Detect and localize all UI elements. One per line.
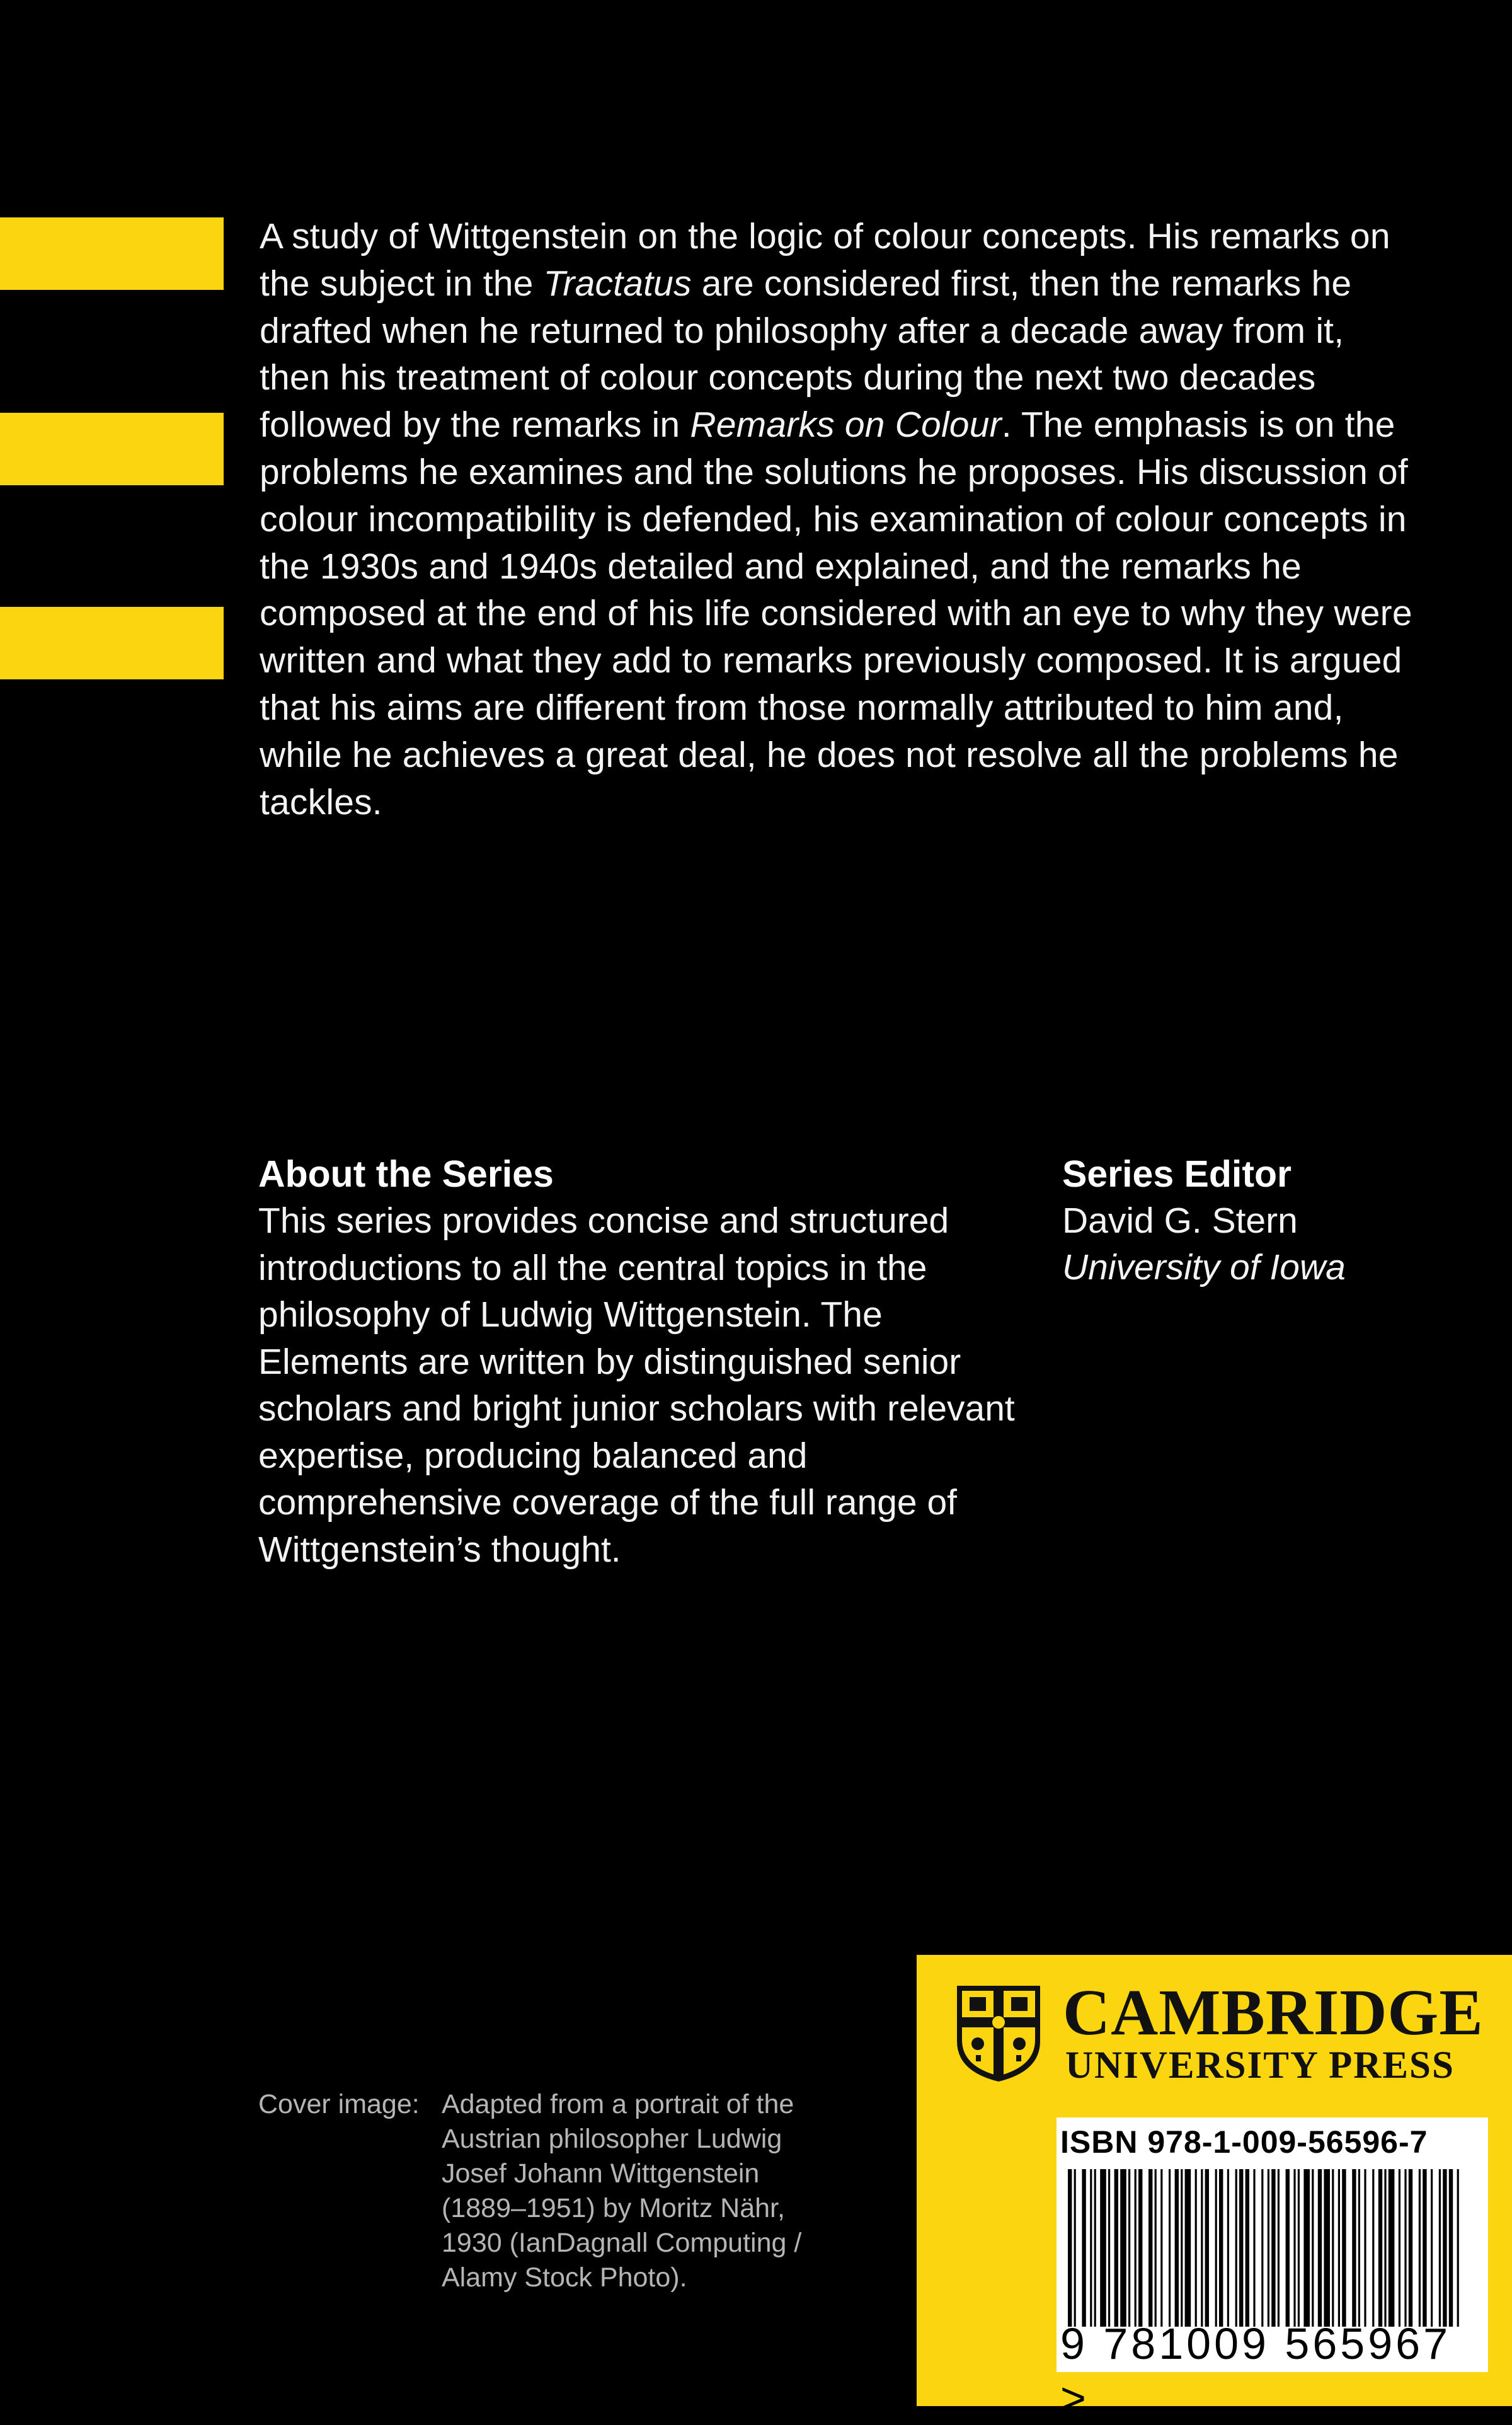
barcode-bar: [1423, 2169, 1426, 2327]
credit-label: Cover image:: [258, 2089, 420, 2119]
barcode-bar: [1114, 2169, 1118, 2327]
series-editor-heading: Series Editor: [1062, 1153, 1292, 1195]
isbn-label: ISBN 978-1-009-56596-7: [1060, 2124, 1428, 2160]
barcode-bar: [1201, 2169, 1203, 2327]
barcode-bar: [1169, 2169, 1171, 2327]
barcode-bar: [1384, 2169, 1386, 2327]
accent-bar-bottom: [0, 607, 224, 679]
barcode-bar: [1094, 2169, 1096, 2327]
barcode-bar: [1128, 2169, 1130, 2327]
barcode-bar: [1332, 2169, 1334, 2327]
barcode-bar: [1271, 2169, 1275, 2327]
barcode-bar: [1352, 2169, 1356, 2327]
barcode-bar: [1389, 2169, 1395, 2327]
publisher-panel: [917, 1955, 1512, 2422]
barcode-bar: [1108, 2169, 1110, 2327]
barcode-bar: [1312, 2169, 1314, 2327]
barcode-bar: [1227, 2169, 1229, 2327]
barcode-bar: [1175, 2169, 1179, 2327]
barcode-bar: [1082, 2169, 1085, 2327]
barcode-bar: [1100, 2169, 1106, 2327]
barcode-bar: [1293, 2169, 1295, 2327]
barcode: [1057, 2117, 1488, 2422]
barcode-bar: [1181, 2169, 1183, 2327]
barcode-bar: [1324, 2169, 1330, 2327]
barcode-bar: [1372, 2169, 1374, 2327]
publisher-subname: UNIVERSITY PRESS: [1065, 2044, 1455, 2087]
barcode-bar: [1431, 2169, 1433, 2327]
credit-text: Adapted from a portrait of the Austrian philosopher Ludwig Josef Johann Wittgenstein (1889–1951) by Moritz Nähr, 1930 (IanDagnall Computing / Alamy Stock Photo).: [442, 2089, 802, 2293]
barcode-bars: [1065, 2169, 1469, 2327]
barcode-bar: [1399, 2169, 1400, 2327]
barcode-bar: [1419, 2169, 1421, 2327]
about-series-text: This series provides concise and structured introductions to all the central topics in the philosophy of Ludwig Wittgenstein. The Elements are written by distinguished senior scholars and bright junior scholars with relevant expertise, producing balanced and comprehensive coverage of the full range of Wittgenstein’s thought.: [258, 1201, 1015, 1570]
barcode-bar: [1342, 2169, 1346, 2327]
barcode-bar: [1358, 2169, 1360, 2327]
barcode-bar: [1457, 2169, 1459, 2327]
barcode-bar: [1090, 2169, 1092, 2327]
barcode-bar: [1160, 2169, 1162, 2327]
barcode-bar: [1185, 2169, 1191, 2327]
barcode-bar: [1364, 2169, 1366, 2327]
barcode-bar: [1261, 2169, 1263, 2327]
barcode-bar: [1404, 2169, 1406, 2327]
accent-bar-top: [0, 217, 224, 290]
barcode-bar: [1286, 2169, 1290, 2327]
barcode-bar: [1253, 2169, 1255, 2327]
barcode-bar: [1443, 2169, 1446, 2327]
barcode-bar: [1268, 2169, 1269, 2327]
barcode-bar: [1215, 2169, 1217, 2327]
barcode-bar: [1318, 2169, 1322, 2327]
barcode-digits: 9 781009 565967 >: [1060, 2319, 1451, 2422]
barcode-bar: [1303, 2169, 1310, 2327]
title-tractatus: Tractatus: [543, 263, 692, 304]
about-series-heading: About the Series: [258, 1153, 554, 1195]
barcode-bar: [1155, 2169, 1157, 2327]
crest-icon: [954, 1983, 1043, 2084]
barcode-bar: [1338, 2169, 1340, 2327]
barcode-bar: [1195, 2169, 1197, 2327]
cover-image-credit: [258, 2087, 825, 2295]
barcode-bar: [1439, 2169, 1441, 2327]
series-editor-name: David G. Stern: [1062, 1201, 1298, 1241]
barcode-bar: [1278, 2169, 1280, 2327]
barcode-bar: [1298, 2169, 1300, 2327]
barcode-bar: [1246, 2169, 1249, 2327]
barcode-bar: [1068, 2169, 1072, 2327]
barcode-bar: [1239, 2169, 1243, 2327]
series-editor-affiliation: University of Iowa: [1062, 1247, 1346, 1287]
barcode-bar: [1378, 2169, 1382, 2327]
accent-bar-middle: [0, 413, 224, 485]
title-remarks-on-colour: Remarks on Colour: [690, 405, 1002, 446]
barcode-bar: [1235, 2169, 1237, 2327]
barcode-bar: [1205, 2169, 1209, 2327]
barcode-bar: [1148, 2169, 1152, 2327]
barcode-bar: [1409, 2169, 1412, 2327]
publisher-name: CAMBRIDGE: [1063, 1976, 1484, 2049]
book-description: A study of Wittgenstein on the logic of colour concepts. His remarks on the subject in the Tractatus are considered first, then the remarks he drafted when he returned to philosophy after a decade away from it, then his treatment of colour concepts during the next two decades followed by the remarks in Remarks on Colour. The emphasis is on the problems he examines and the solutions he proposes. His discussion of colour incompatibility is defended, his examination of colour concepts in the 1930s and 1940s detailed and explained, and the remarks he composed at the end of his life considered with an eye to why they were written and what they add to remarks previously composed. It is argued that his aims are different from those normally attributed to him and, while he achieves a great deal, he does not resolve all the problems he tackles.: [260, 216, 1412, 822]
barcode-bar: [1138, 2169, 1142, 2327]
barcode-bar: [1219, 2169, 1223, 2327]
barcode-bar: [1074, 2169, 1076, 2327]
barcode-bar: [1120, 2169, 1126, 2327]
barcode-bar: [1449, 2169, 1453, 2327]
barcode-bar: [1135, 2169, 1137, 2327]
